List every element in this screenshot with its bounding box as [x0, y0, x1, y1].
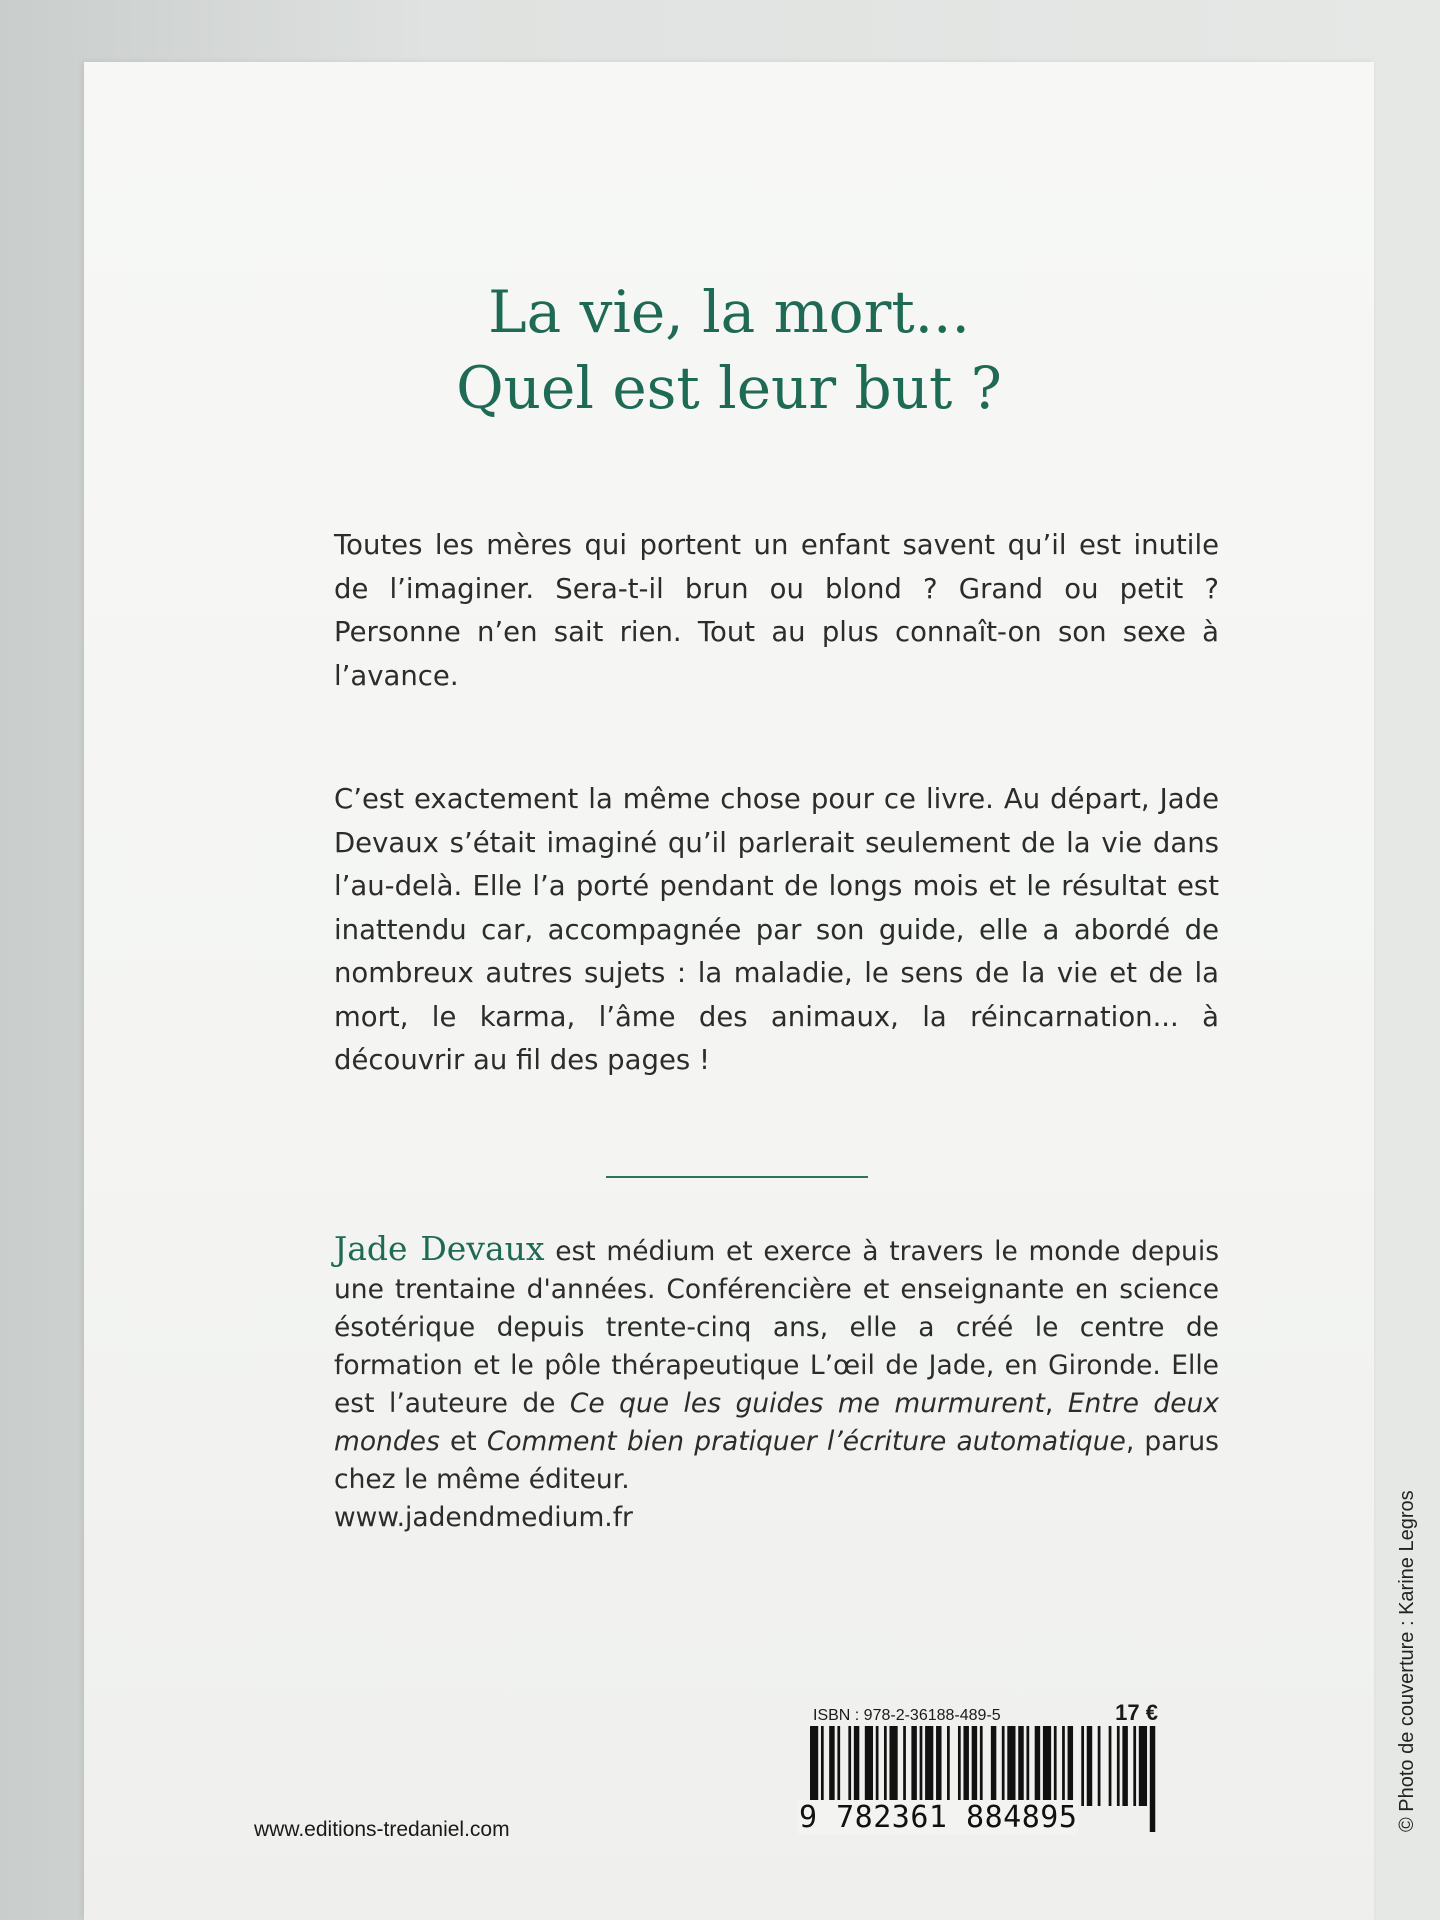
barcode-bar [1098, 1726, 1101, 1806]
barcode-bar [829, 1726, 834, 1806]
barcode-bar [903, 1726, 906, 1806]
blurb-paragraph-2: C’est exactement la même chose pour ce livre. Au départ, Jade Devaux s’était imaginé qu’il parlerait seulement de la vie dans l’au-delà. Elle l’a porté pendant de longs mois et le résultat est inattendu car, accompagnée par son guide, elle a abordé de nombreux autres sujets : la maladie, le sens de la vie et de la mort, le karma, l’âme des animaux, la réincarnation... à découvrir au fil des pages ! [334, 783, 1219, 1076]
barcode-bar [1109, 1726, 1112, 1806]
barcode-bar [1068, 1726, 1073, 1806]
blurb-paragraph-1: Toutes les mères qui portent un enfant savent qu’il est inutile de l’imaginer. Sera-t-il brun ou blond ? Grand ou petit ? Personne n’en sait rien. Tout au plus connaît-on son sexe à l’avance. [334, 529, 1219, 692]
barcode-bar [854, 1726, 859, 1806]
barcode-bar [1062, 1726, 1065, 1806]
barcode-bar [1007, 1726, 1015, 1806]
bio-separator-2: et [439, 1426, 487, 1457]
price: 17 € [1115, 1700, 1158, 1725]
author-website: www.jadendmedium.fr [334, 1502, 633, 1533]
author-name: Jade Devaux [334, 1229, 545, 1268]
barcode-bar [876, 1726, 879, 1806]
barcode-bar [991, 1726, 996, 1806]
barcode-bar [947, 1726, 950, 1806]
photo-credit: © Photo de couverture : Karine Legros [1396, 1490, 1418, 1832]
barcode-digits [798, 1800, 1164, 1835]
author-bio [334, 1230, 1219, 1537]
barcode-digits-text: 9 782361 884895 [799, 1800, 1078, 1835]
barcode-bar [889, 1726, 897, 1806]
book-title-1: Ce que les guides me murmurent [569, 1388, 1045, 1419]
isbn: ISBN : 978-2-36188-489-5 [813, 1707, 1001, 1724]
barcode-bar [1026, 1726, 1029, 1806]
barcode-bar [911, 1726, 916, 1806]
book-title-3: Comment bien pratiquer l’écriture automatique [486, 1426, 1126, 1457]
barcode-bar [1122, 1726, 1127, 1806]
barcode-bar [884, 1726, 887, 1806]
bio-text-1: est médium et exerce à travers le monde depuis une trentaine d'années. Conférencière et enseignante en science ésotérique depuis trente-cinq ans, elle a créé le centre de formation et le pôle thérapeutique L’œil de Jade, en Gironde. Elle est l’auteure de [334, 1236, 1220, 1419]
barcode-bar [865, 1726, 873, 1806]
bio-separator-1: , [1044, 1388, 1068, 1419]
barcode-bar [1002, 1726, 1005, 1806]
headline [84, 274, 1374, 426]
publisher-website: www.editions-tredaniel.com [254, 1818, 510, 1841]
book-back-cover [84, 62, 1374, 1920]
barcode-bar [1117, 1726, 1120, 1806]
headline-line-1: La vie, la mort... [488, 278, 970, 346]
barcode-bar [848, 1726, 851, 1806]
barcode-bar [1054, 1726, 1057, 1806]
barcode-bar [1035, 1726, 1040, 1806]
barcode-bar [920, 1726, 923, 1806]
barcode-bar [1018, 1726, 1023, 1806]
barcode-bar [936, 1726, 941, 1806]
section-divider [606, 1176, 868, 1178]
barcode-bar [837, 1726, 840, 1806]
headline-line-2: Quel est leur but ? [456, 354, 1002, 422]
bio-text-2: , parus chez le même éditeur. [334, 1426, 1219, 1495]
barcode-bar [972, 1726, 977, 1806]
barcode-bar [958, 1726, 961, 1806]
isbn-price-line [813, 1700, 1158, 1726]
barcode-bar [1081, 1726, 1084, 1806]
barcode-bar [963, 1726, 968, 1806]
barcode-bar [1139, 1726, 1147, 1806]
barcode-bar [1043, 1726, 1051, 1806]
barcode-bar [1087, 1726, 1092, 1806]
barcode-bar [1133, 1726, 1136, 1806]
book-title-2: Entre deux mondes [334, 1388, 1219, 1457]
barcode-bar [925, 1726, 933, 1806]
